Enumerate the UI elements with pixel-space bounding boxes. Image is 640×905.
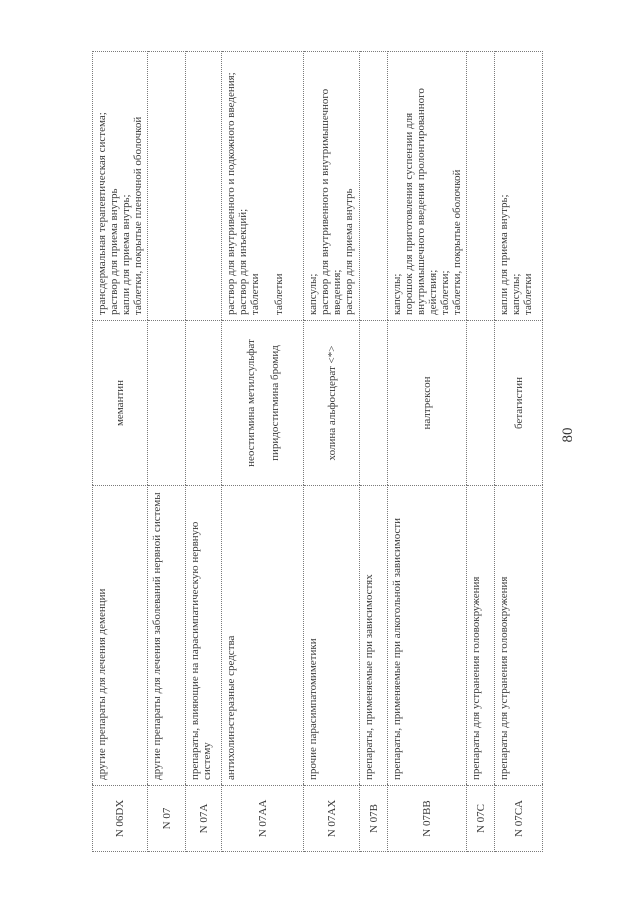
group-cell: другие препараты для лечения заболеваний нервной системы [148,486,186,786]
table-row [360,52,388,852]
group-cell: препараты, применяемые при зависимостях [360,486,388,786]
table-row [467,52,495,852]
group-cell: препараты для устранения головокружения [467,486,495,786]
dosage-form-cell: трансдермальная терапевтическая система; раствор для приема внутрь капли для приема внутрь; таблетки, покрытые пленочной оболочкой [93,52,148,321]
table-row [93,52,148,852]
group-cell: антихолинэстеразные средства [222,486,304,786]
inn-cell [148,321,186,486]
inn-cell: налтрексон [388,321,467,486]
atc-code-cell: N 07B [360,786,388,852]
group-cell: препараты, применяемые при алкогольной зависимости [388,486,467,786]
dosage-form-cell [148,52,186,321]
table-row [186,52,222,852]
drug-classification-table [92,51,543,852]
table-row [222,52,304,852]
atc-code-cell: N 07C [467,786,495,852]
inn-cell [467,321,495,486]
atc-code-cell: N 07A [186,786,222,852]
dosage-form-cell: капсулы; порошок для приготовления суспензии для внутримышечного введения пролонгированного действия; таблетки; таблетки, покрытые оболочкой [388,52,467,321]
dosage-form-cell: раствор для внутривенного и подкожного введения; раствор для инъекций; таблетки таблетки [222,52,304,321]
group-cell: другие препараты для лечения деменции [93,486,148,786]
dosage-form-cell [360,52,388,321]
dosage-form-cell: капли для приема внутрь; капсулы; таблетки [495,52,543,321]
table-row [304,52,360,852]
table-body [93,52,543,852]
inn-cell: мемантин [93,321,148,486]
inn-cell: холина альфосцерат <*> [304,321,360,486]
rotated-table-container [92,52,540,852]
dosage-form-cell [467,52,495,321]
page-number: 80 [560,427,576,443]
inn-cell [360,321,388,486]
table-row [495,52,543,852]
table-row [148,52,186,852]
inn-cell: бетагистин [495,321,543,486]
group-cell: прочие парасимпатомиметики [304,486,360,786]
group-cell: препараты для устранения головокружения [495,486,543,786]
atc-code-cell: N 06DX [93,786,148,852]
table-row [388,52,467,852]
dosage-form-cell: капсулы; раствор для внутривенного и внутримышечного введения; раствор для приема внутрь [304,52,360,321]
atc-code-cell: N 07AA [222,786,304,852]
atc-code-cell: N 07CA [495,786,543,852]
group-cell: препараты, влияющие на парасимпатическую нервную систему [186,486,222,786]
dosage-form-cell [186,52,222,321]
inn-cell [186,321,222,486]
atc-code-cell: N 07AX [304,786,360,852]
atc-code-cell: N 07 [148,786,186,852]
atc-code-cell: N 07BB [388,786,467,852]
inn-cell: неостигмина метилсульфат пиридостигмина бромид [222,321,304,486]
